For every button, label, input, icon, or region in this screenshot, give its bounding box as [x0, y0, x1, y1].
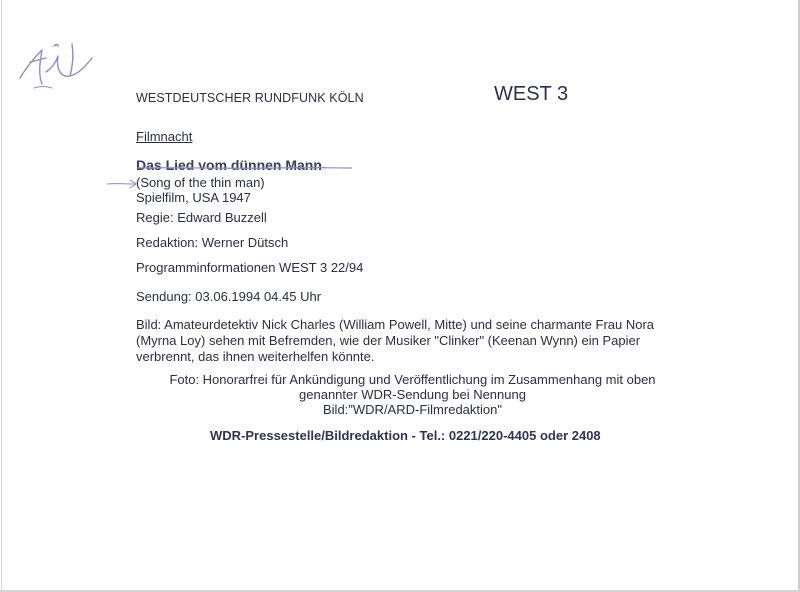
channel-name: WEST 3: [494, 83, 569, 105]
film-genre: Spielfilm, USA 1947: [136, 190, 251, 205]
photo-credit-line: genannter WDR-Sendung bei Nennung: [299, 387, 526, 402]
page-edge-left: [1, 0, 2, 592]
broadcaster-name: WESTDEUTSCHER RUNDFUNK KÖLN: [136, 91, 364, 105]
handwritten-arrow: [106, 178, 138, 190]
section-heading: Filmnacht: [136, 129, 193, 144]
photo-credit: [150, 372, 675, 417]
editor-line: Redaktion: Werner Dütsch: [136, 235, 289, 250]
title-strikethrough: [137, 165, 352, 171]
broadcast-date-line: Sendung: 03.06.1994 04.45 Uhr: [136, 289, 322, 304]
handwritten-scribble: [12, 28, 96, 100]
film-subtitle: (Song of the thin man): [136, 175, 265, 190]
photo-credit-line: Bild:"WDR/ARD-Filmredaktion": [323, 402, 502, 417]
film-title: Das Lied vom dünnen Mann: [136, 157, 322, 173]
press-office-contact: WDR-Pressestelle/Bildredaktion - Tel.: 0221/220-4405 oder 2408: [210, 428, 601, 443]
program-info-line: Programminformationen WEST 3 22/94: [136, 260, 364, 275]
image-caption: Bild: Amateurdetektiv Nick Charles (William Powell, Mitte) und seine charmante Frau Nora (Myrna Loy) sehen mit Befremden, wie der Musiker "Clinker" (Keenan Wynn) ein Papier verbrennt, das ihnen weiterhelfen könnte.: [136, 317, 655, 364]
photo-credit-line: Foto: Honorarfrei für Ankündigung und Veröffentlichung im Zusammenhang mit oben: [169, 372, 656, 387]
director-line: Regie: Edward Buzzell: [136, 210, 267, 225]
